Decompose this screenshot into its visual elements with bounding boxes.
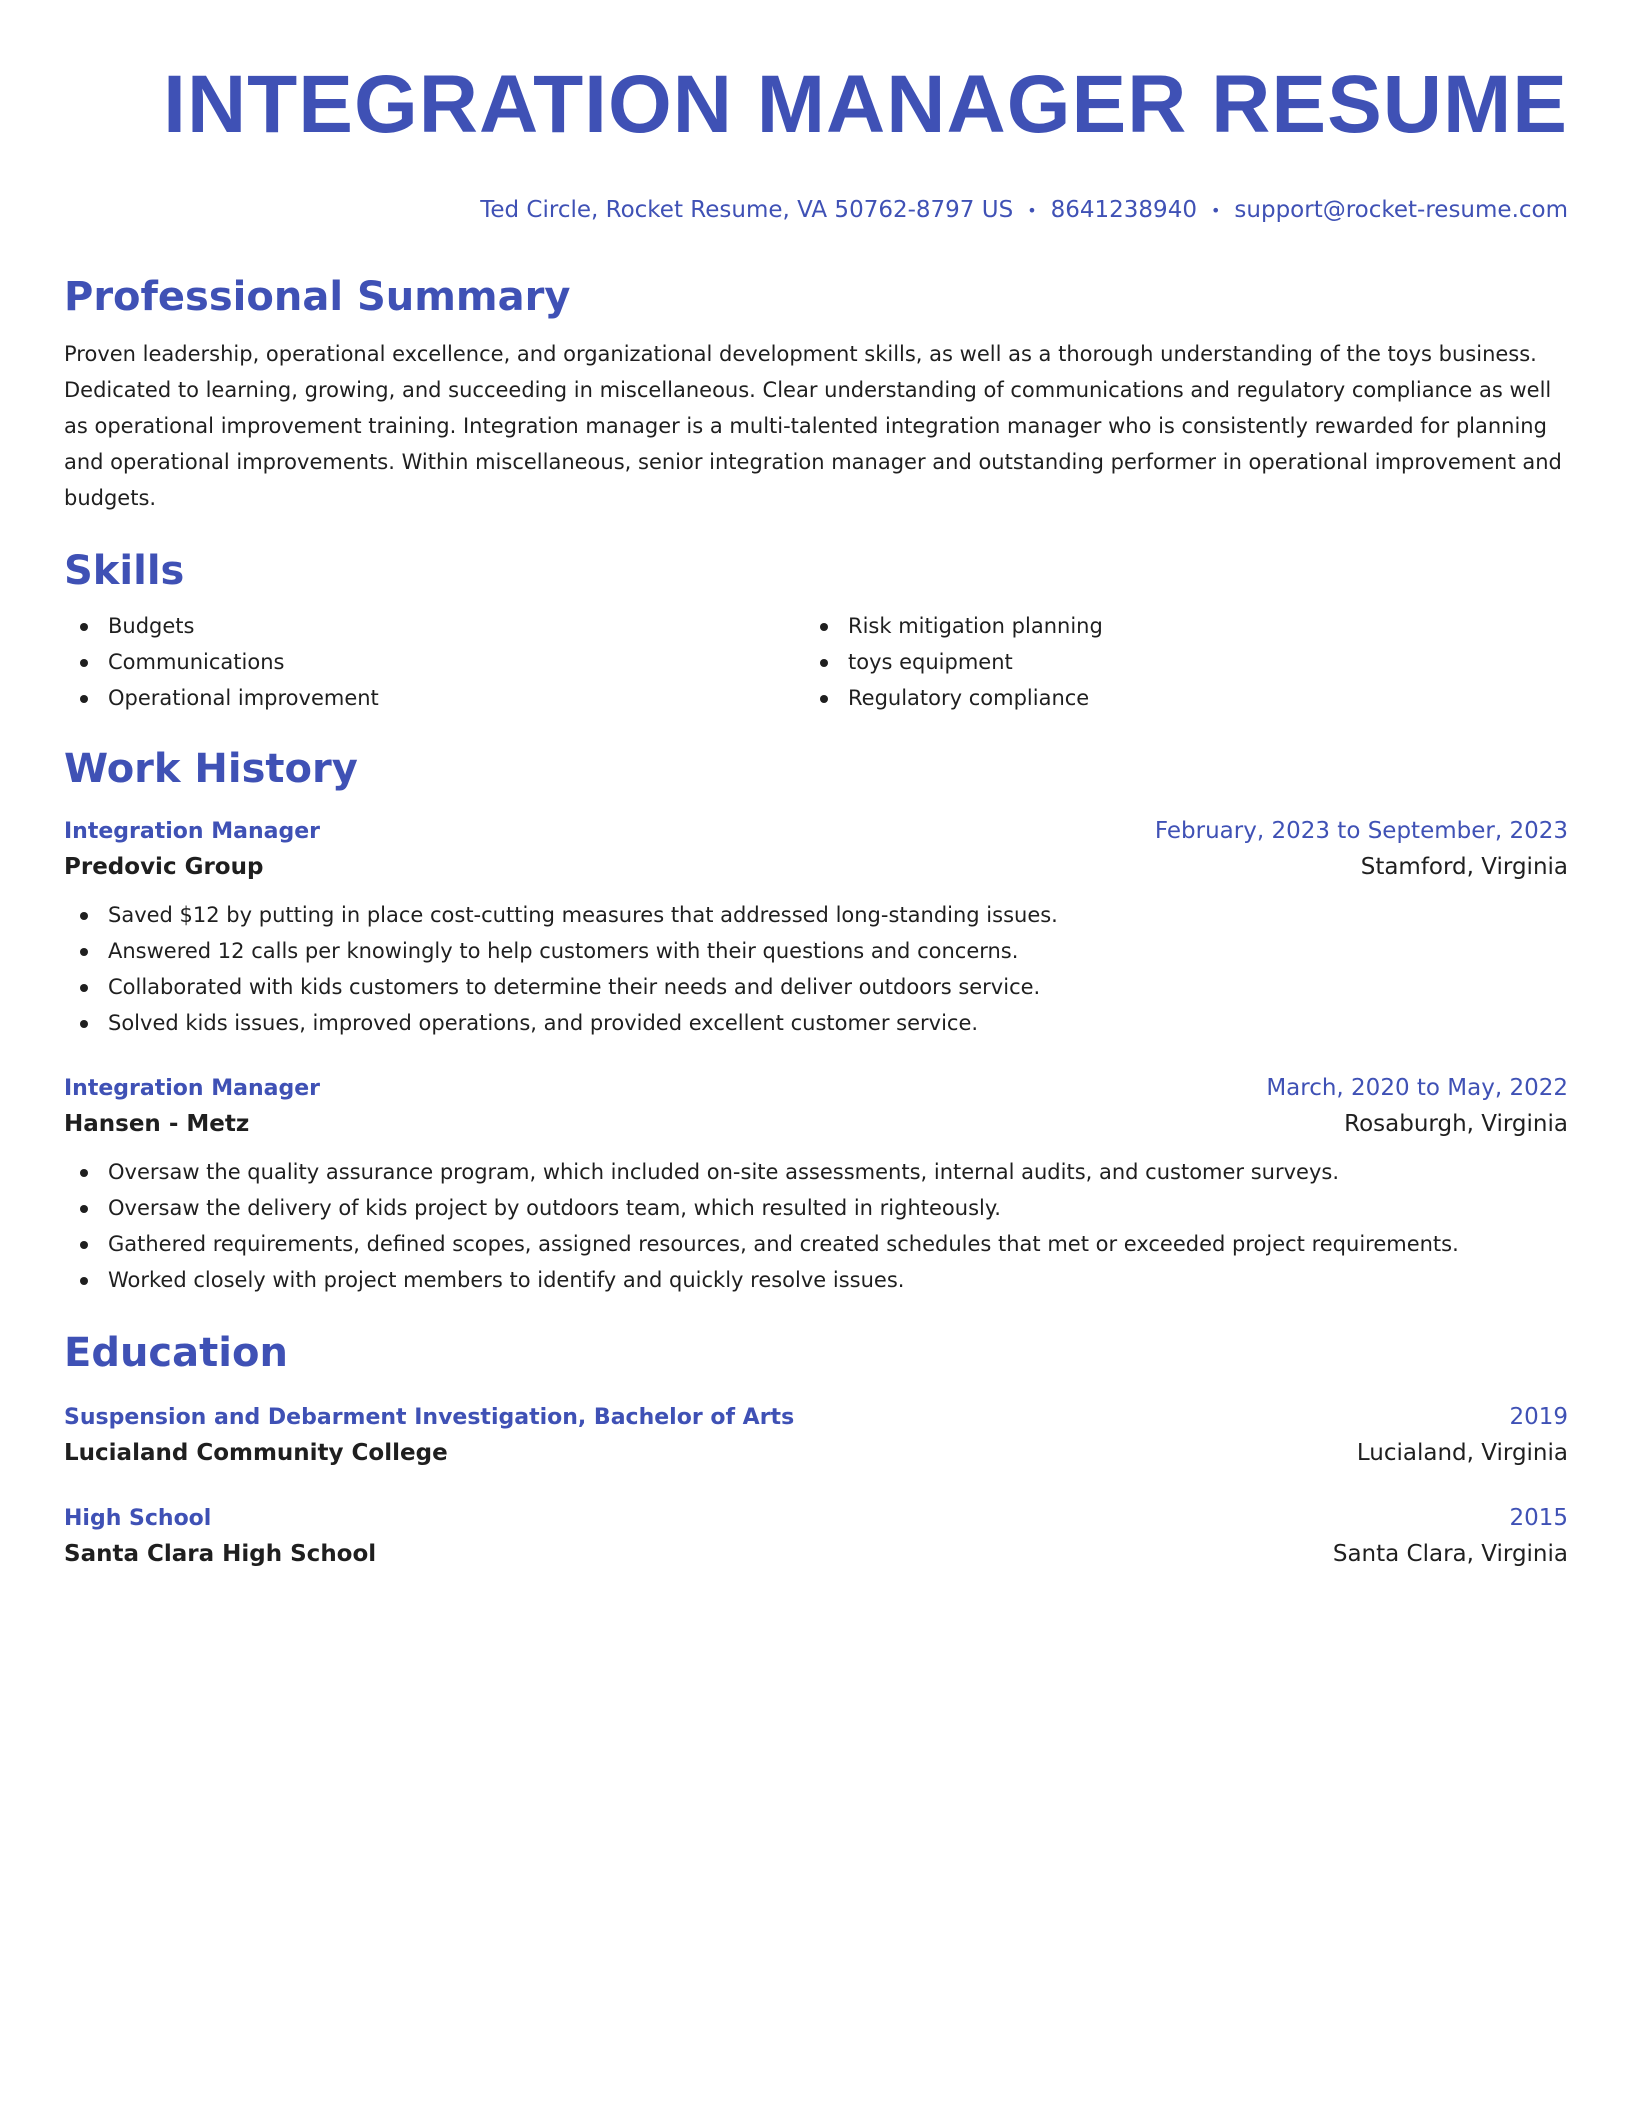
job-company: Hansen - Metz bbox=[64, 1110, 250, 1137]
contact-email[interactable]: support@rocket-resume.com bbox=[1234, 197, 1568, 223]
job-header-row bbox=[64, 1071, 1568, 1106]
summary-heading: Professional Summary bbox=[64, 273, 571, 320]
job-title: Integration Manager bbox=[64, 818, 320, 844]
skills-column-right bbox=[804, 608, 1568, 716]
job-bullet: Solved kids issues, improved operations, and provided excellent customer service. bbox=[64, 1005, 1568, 1041]
education-header-row bbox=[64, 1501, 1568, 1536]
summary-text: Proven leadership, operational excellence, and organizational development skills, as well as a thorough understanding of the toys business. Dedicated to learning, growing, and succeeding in miscellaneous. Clear understanding of communications and regulatory compliance as well as operational improvement training. Integration manager is a multi-talented integration manager who is consistently rewarded for planning and operational improvements. Within miscellaneous, senior integration manager and outstanding performer in operational improvement and budgets. bbox=[64, 341, 1562, 510]
skill-item: Communications bbox=[64, 644, 804, 680]
skill-item: Risk mitigation planning bbox=[804, 608, 1568, 644]
job-company-row bbox=[64, 1106, 1568, 1142]
work-history-heading: Work History bbox=[64, 745, 358, 792]
job-bullet: Oversaw the delivery of kids project by outdoors team, which resulted in righteously. bbox=[64, 1190, 1568, 1226]
education-location: Santa Clara, Virginia bbox=[1332, 1540, 1568, 1567]
job-bullet: Worked closely with project members to identify and quickly resolve issues. bbox=[64, 1262, 1568, 1298]
job-bullets bbox=[64, 897, 1568, 1041]
education-heading: Education bbox=[64, 1329, 288, 1376]
education-location: Lucialand, Virginia bbox=[1356, 1439, 1568, 1466]
job-bullet: Oversaw the quality assurance program, which included on-site assessments, internal audits, and customer surveys. bbox=[64, 1154, 1568, 1190]
job-bullet: Saved $12 by putting in place cost-cutting measures that addressed long-standing issues. bbox=[64, 897, 1568, 933]
education-year: 2019 bbox=[1509, 1403, 1568, 1430]
contact-phone[interactable]: 8641238940 bbox=[1050, 197, 1197, 223]
contact-info bbox=[64, 195, 1568, 226]
job-dates: February, 2023 to September, 2023 bbox=[1154, 817, 1568, 844]
skill-item: toys equipment bbox=[804, 644, 1568, 680]
education-entry bbox=[64, 1400, 1568, 1471]
education-school-row bbox=[64, 1536, 1568, 1572]
job-location: Stamford, Virginia bbox=[1360, 853, 1568, 880]
job-title: Integration Manager bbox=[64, 1075, 320, 1101]
education-degree: Suspension and Debarment Investigation, Bachelor of Arts bbox=[64, 1404, 795, 1430]
resume-title: INTEGRATION MANAGER RESUME bbox=[163, 59, 1568, 150]
job-bullet: Answered 12 calls per knowingly to help customers with their questions and concerns. bbox=[64, 933, 1568, 969]
education-school-row bbox=[64, 1435, 1568, 1471]
contact-separator: • bbox=[1027, 200, 1037, 220]
job-bullet: Collaborated with kids customers to determine their needs and deliver outdoors service. bbox=[64, 969, 1568, 1005]
education-header-row bbox=[64, 1400, 1568, 1435]
job-bullet: Gathered requirements, defined scopes, assigned resources, and created schedules that met or exceeded project requirements. bbox=[64, 1226, 1568, 1262]
job-company: Predovic Group bbox=[64, 853, 264, 880]
job-bullets bbox=[64, 1154, 1568, 1298]
skill-item: Regulatory compliance bbox=[804, 680, 1568, 716]
job-dates: March, 2020 to May, 2022 bbox=[1266, 1074, 1568, 1101]
contact-address: Ted Circle, Rocket Resume, VA 50762-8797 US bbox=[480, 197, 1014, 223]
contact-separator: • bbox=[1210, 200, 1221, 220]
skills-list bbox=[64, 608, 1568, 716]
skills-column-left bbox=[64, 608, 804, 716]
job-entry bbox=[64, 1071, 1568, 1298]
job-header-row bbox=[64, 814, 1568, 849]
education-degree: High School bbox=[64, 1505, 212, 1531]
education-school: Santa Clara High School bbox=[64, 1540, 377, 1567]
job-location: Rosaburgh, Virginia bbox=[1344, 1110, 1568, 1137]
job-entry bbox=[64, 814, 1568, 1041]
skill-item: Operational improvement bbox=[64, 680, 804, 716]
job-company-row bbox=[64, 849, 1568, 885]
skills-heading: Skills bbox=[64, 547, 185, 594]
skill-item: Budgets bbox=[64, 608, 804, 644]
education-year: 2015 bbox=[1509, 1504, 1568, 1531]
education-school: Lucialand Community College bbox=[64, 1439, 448, 1466]
education-entry bbox=[64, 1501, 1568, 1572]
